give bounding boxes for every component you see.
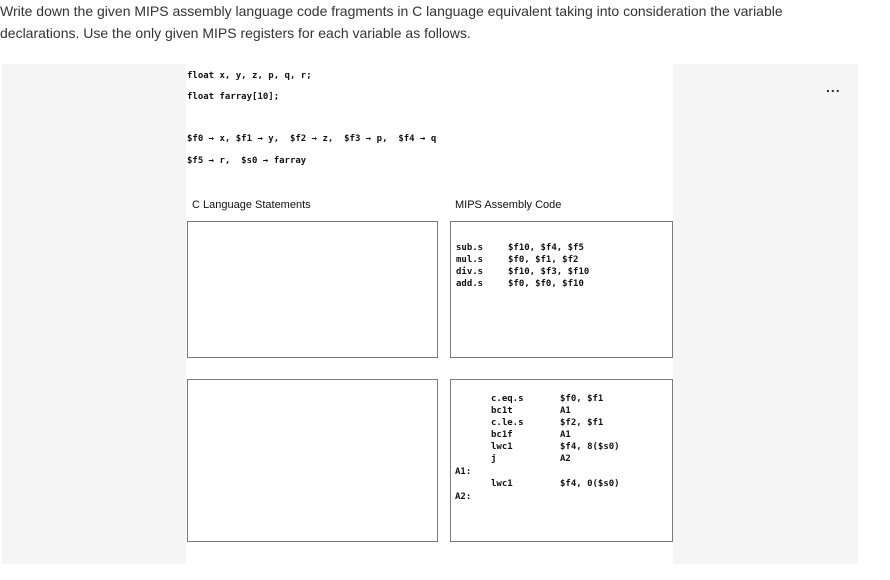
mips1-args-3: $f10, $f3, $f10 (508, 267, 590, 277)
mips2-op-4: bc1f (491, 430, 513, 440)
mips1-args-2: $f0, $f1, $f2 (508, 255, 579, 265)
more-horizontal-icon[interactable]: ... (826, 79, 841, 95)
mips2-op-2: bc1t (491, 406, 513, 416)
mips-heading: MIPS Assembly Code (455, 199, 562, 211)
mips2-args-1: $f0, $f1 (560, 394, 604, 404)
mips2-op-7: lwc1 (491, 479, 513, 489)
c-answer-box-2 (187, 379, 438, 542)
mips1-op-3: div.s (456, 267, 484, 277)
prompt-line-2: declarations. Use the only given MIPS registers for each variable as follows. (0, 25, 471, 41)
question-prompt (0, 0, 880, 44)
mips-code-box-1 (450, 221, 673, 358)
register-map-line-2: $f5 → r, $s0 → farray (187, 156, 307, 166)
declaration-line-1: float x, y, z, p, q, r; (187, 71, 312, 81)
mips2-label-a1: A1: (455, 467, 472, 477)
mips2-args-7: $f4, 0($s0) (560, 479, 620, 489)
mips1-args-1: $f10, $f4, $f5 (508, 243, 584, 253)
mips2-args-4: A1 (560, 430, 571, 440)
mips1-op-2: mul.s (456, 255, 484, 265)
c-language-heading: C Language Statements (192, 199, 311, 211)
mips2-op-1: c.eq.s (491, 394, 524, 404)
mips2-args-6: A2 (560, 454, 571, 464)
register-map-line-1: $f0 → x, $f1 → y, $f2 → z, $f3 → p, $f4 → q (187, 134, 437, 144)
mips1-op-1: sub.s (456, 243, 484, 253)
mips2-op-5: lwc1 (491, 442, 513, 452)
declaration-line-2: float farray[10]; (187, 92, 280, 102)
mips2-label-a2: A2: (455, 492, 472, 502)
mips1-op-4: add.s (456, 279, 484, 289)
mips2-args-2: A1 (560, 406, 571, 416)
mips2-op-3: c.le.s (491, 418, 524, 428)
mips1-args-4: $f0, $f0, $f10 (508, 279, 584, 289)
mips-code-box-2 (450, 379, 673, 542)
mips2-args-5: $f4, 8($s0) (560, 442, 620, 452)
c-answer-box-1 (187, 221, 438, 358)
prompt-line-1: Write down the given MIPS assembly language code fragments in C language equivalent taking into consideration the variable (0, 3, 783, 19)
mips2-args-3: $f2, $f1 (560, 418, 604, 428)
mips2-op-6: j (491, 454, 497, 464)
